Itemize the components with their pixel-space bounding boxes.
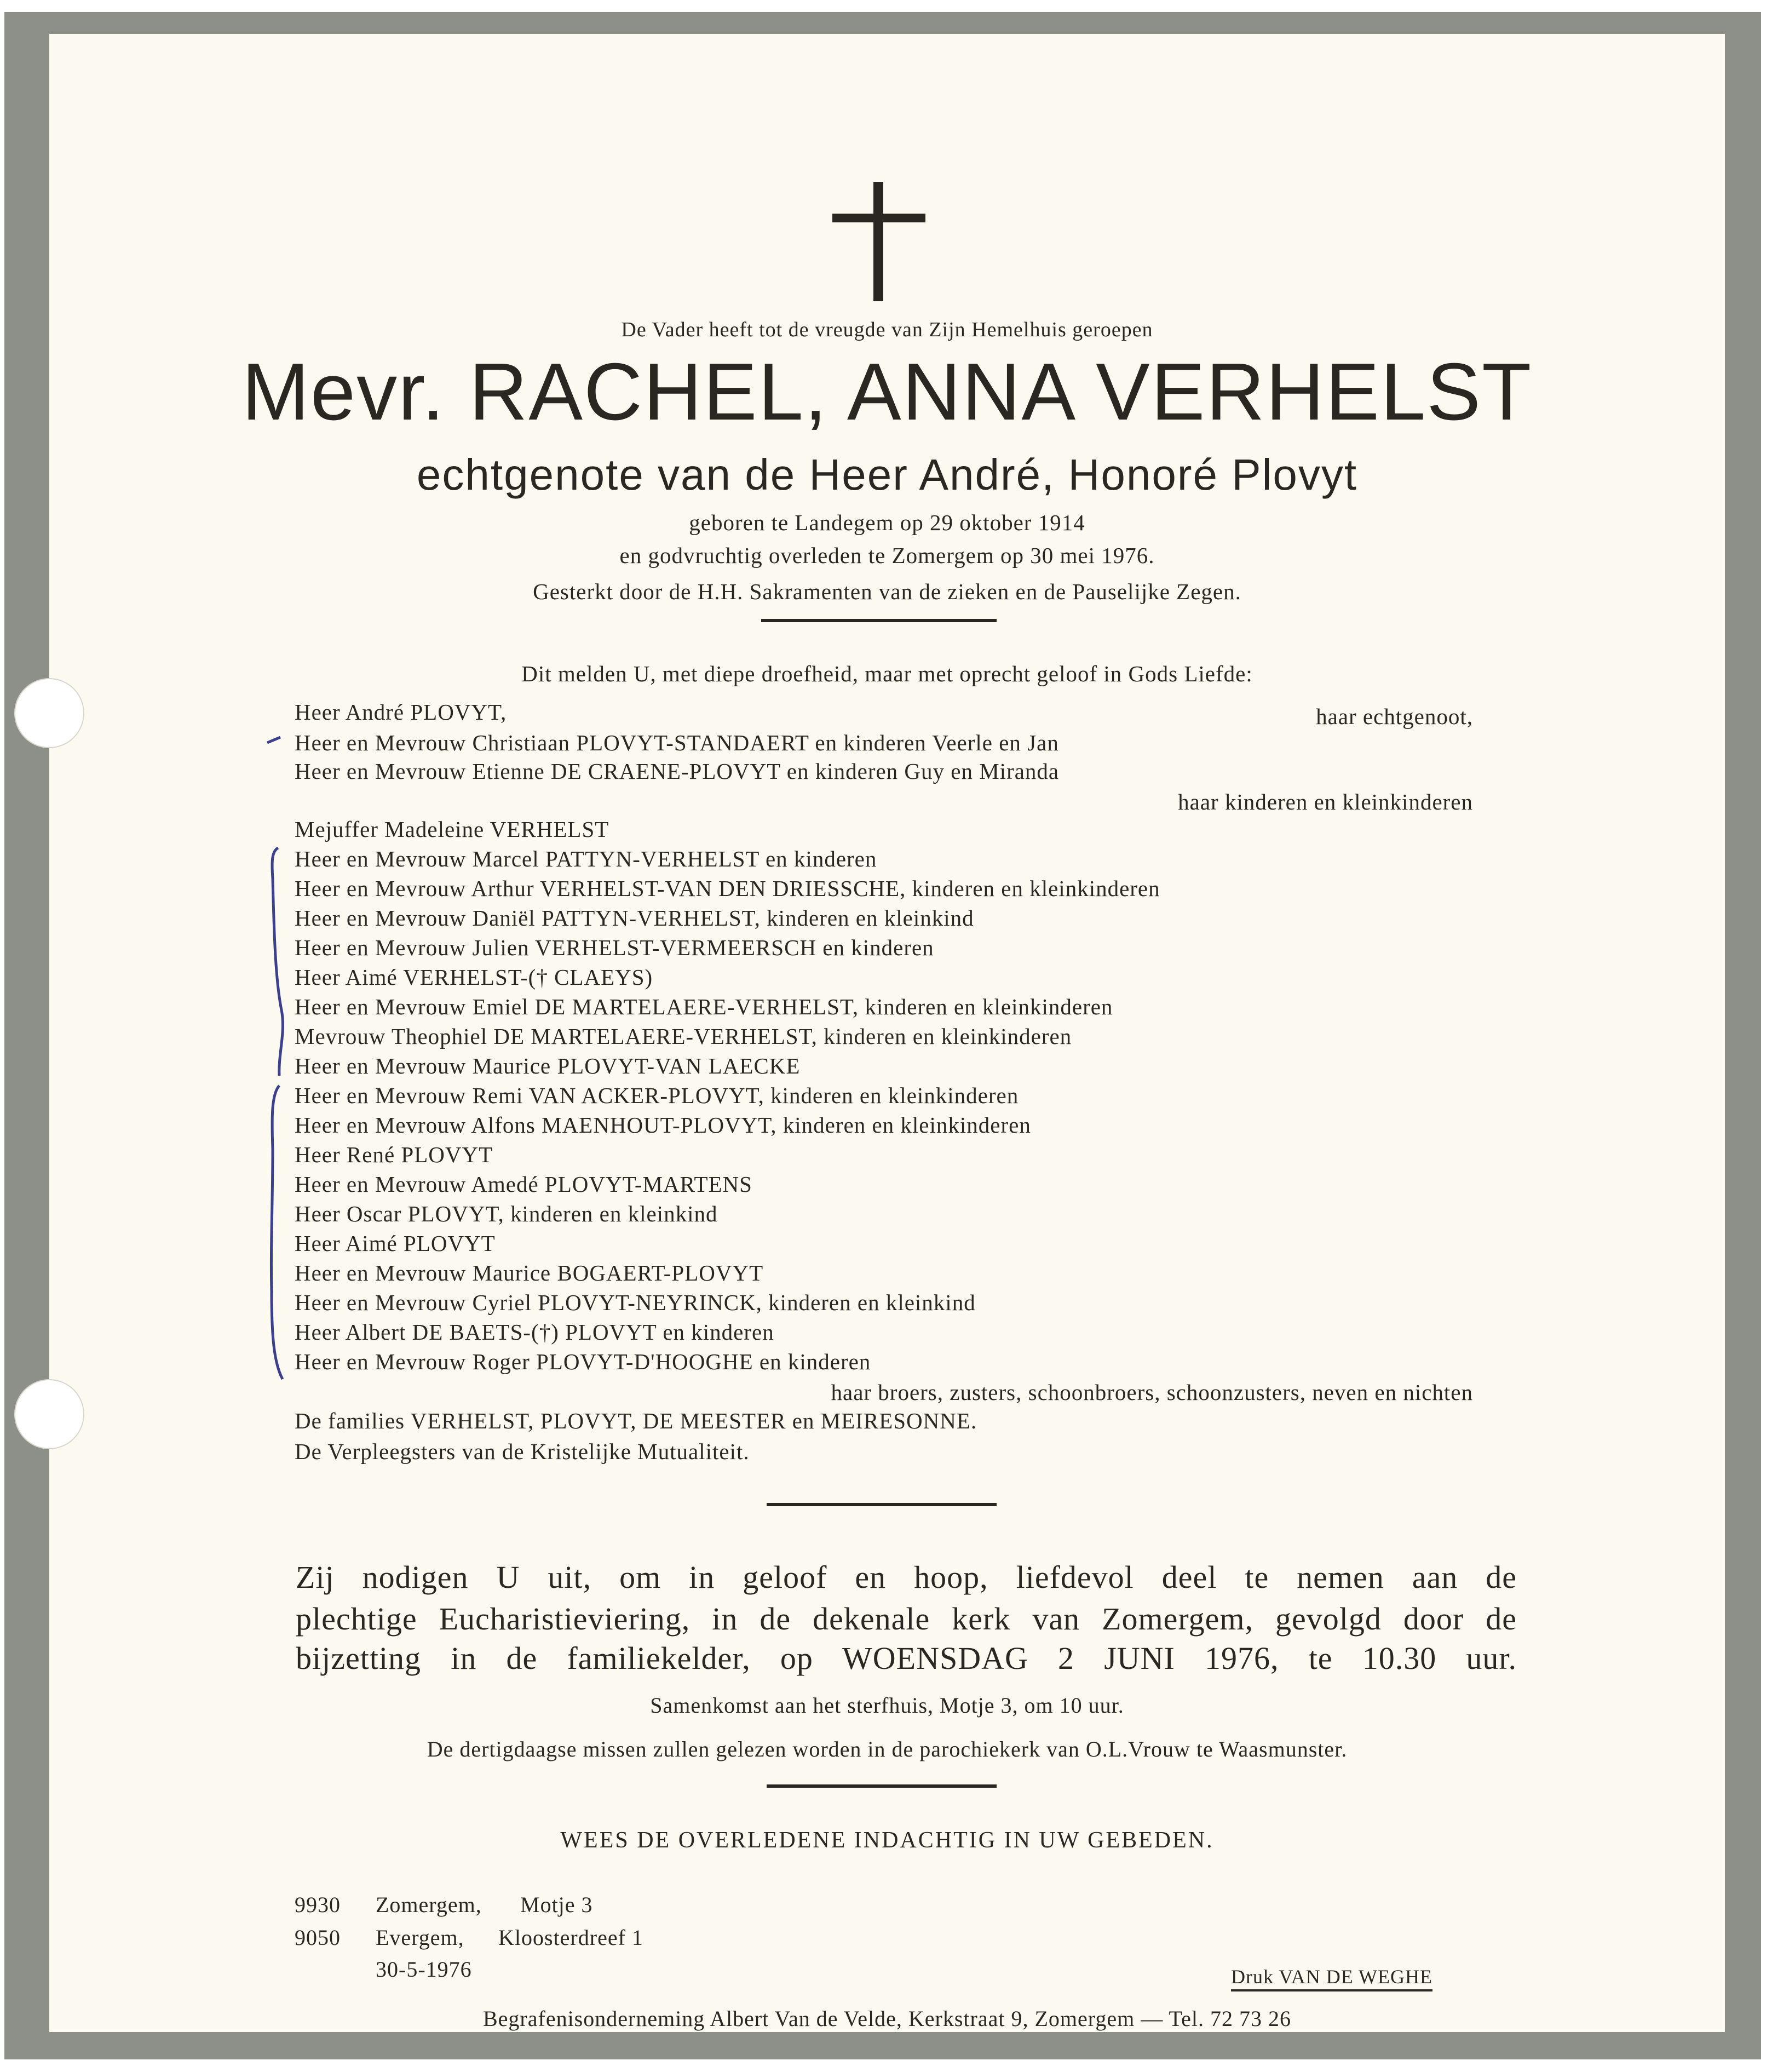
relation-siblings: haar broers, zusters, schoonbroers, schoonzusters, neven en nichten bbox=[831, 1380, 1473, 1405]
relative-line: Mejuffer Madeleine VERHELST bbox=[295, 817, 609, 842]
invitation-line: bijzetting in de familiekelder, op WOENSDAG 2 JUNI 1976, te 10.30 uur. bbox=[296, 1640, 1517, 1676]
relative-line: De Verpleegsters van de Kristelijke Mutualiteit. bbox=[295, 1439, 750, 1464]
death-line: en godvruchtig overleden te Zomergem op 30 mei 1976. bbox=[619, 543, 1155, 568]
divider-1 bbox=[761, 619, 997, 622]
spouse-line: echtgenote van de Heer André, Honoré Plovyt bbox=[416, 450, 1358, 499]
relative-line: Heer en Mevrouw Julien VERHELST-VERMEERSCH en kinderen bbox=[295, 935, 934, 960]
punch-hole-bottom bbox=[14, 1379, 84, 1449]
relative-line: Heer en Mevrouw Christiaan PLOVYT-STANDAERT en kinderen Veerle en Jan bbox=[295, 730, 1059, 755]
relative-line: Mevrouw Theophiel DE MARTELAERE-VERHELST, kinderen en kleinkinderen bbox=[295, 1024, 1072, 1049]
masses-line: De dertigdaagse missen zullen gelezen worden in de parochiekerk van O.L.Vrouw te Waasmunster. bbox=[427, 1737, 1348, 1761]
notice-date: 30-5-1976 bbox=[376, 1957, 472, 1982]
invitation-line: Zij nodigen U uit, om in geloof en hoop, liefdevol deel te nemen aan de bbox=[296, 1559, 1517, 1595]
prayer-line: WEES DE OVERLEDENE INDACHTIG IN UW GEBEDEN. bbox=[560, 1828, 1214, 1853]
address-postcode: 9050 bbox=[295, 1925, 341, 1950]
address-street: Kloosterdreef 1 bbox=[498, 1925, 643, 1950]
announcement: Dit melden U, met diepe droefheid, maar met oprecht geloof in Gods Liefde: bbox=[521, 661, 1253, 686]
relative-line: Heer en Mevrouw Arthur VERHELST-VAN DEN DRIESSCHE, kinderen en kleinkinderen bbox=[295, 876, 1160, 901]
relative-line: Heer en Mevrouw Amedé PLOVYT-MARTENS bbox=[295, 1172, 752, 1197]
death-notice-card bbox=[49, 34, 1725, 2032]
relative-line: Heer en Mevrouw Daniël PATTYN-VERHELST, kinderen en kleinkind bbox=[295, 905, 974, 931]
relative-line: Heer en Mevrouw Marcel PATTYN-VERHELST en kinderen bbox=[295, 846, 877, 871]
relative-line: Heer en Mevrouw Remi VAN ACKER-PLOVYT, kinderen en kleinkinderen bbox=[295, 1083, 1019, 1108]
relative-line: De families VERHELST, PLOVYT, DE MEESTER en MEIRESONNE. bbox=[295, 1408, 977, 1433]
address-place: Evergem, bbox=[376, 1925, 464, 1950]
divider-3 bbox=[767, 1784, 997, 1788]
relative-line: Heer en Mevrouw Cyriel PLOVYT-NEYRINCK, kinderen en kleinkind bbox=[295, 1290, 976, 1315]
pen-bracket-icon bbox=[267, 846, 289, 1081]
relation-husband: haar echtgenoot, bbox=[1316, 704, 1473, 729]
cross-icon bbox=[832, 182, 925, 301]
relative-line: Heer en Mevrouw Alfons MAENHOUT-PLOVYT, kinderen en kleinkinderen bbox=[295, 1112, 1031, 1138]
address-postcode: 9930 bbox=[295, 1892, 341, 1917]
printer-credit: Druk VAN DE WEGHE bbox=[1231, 1965, 1432, 1991]
punch-hole-top bbox=[14, 678, 84, 748]
divider-2 bbox=[767, 1503, 997, 1506]
relative-line: Heer en Mevrouw Emiel DE MARTELAERE-VERHELST, kinderen en kleinkinderen bbox=[295, 994, 1113, 1019]
relative-line: Heer Aimé PLOVYT bbox=[295, 1231, 496, 1256]
deceased-name: Mevr. RACHEL, ANNA VERHELST bbox=[241, 347, 1533, 437]
relative-line: Heer en Mevrouw Etienne DE CRAENE-PLOVYT en kinderen Guy en Miranda bbox=[295, 759, 1060, 784]
intro-text: De Vader heeft tot de vreugde van Zijn Hemelhuis geroepen bbox=[621, 318, 1153, 341]
pen-mark-icon bbox=[266, 736, 283, 744]
address-street: Motje 3 bbox=[520, 1892, 593, 1917]
relative-line: Heer René PLOVYT bbox=[295, 1142, 493, 1167]
invitation-line: plechtige Eucharistieviering, in de dekenale kerk van Zomergem, gevolgd door de bbox=[296, 1601, 1517, 1637]
address-place: Zomergem, bbox=[376, 1892, 482, 1917]
relative-line: Heer Aimé VERHELST-(† CLAEYS) bbox=[295, 965, 653, 990]
pen-bracket-icon bbox=[266, 1083, 288, 1381]
sacraments-line: Gesterkt door de H.H. Sakramenten van de zieken en de Pauselijke Zegen. bbox=[533, 579, 1241, 604]
relative-line: Heer en Mevrouw Maurice BOGAERT-PLOVYT bbox=[295, 1260, 764, 1285]
relative-line: Heer en Mevrouw Roger PLOVYT-D'HOOGHE en kinderen bbox=[295, 1349, 871, 1374]
relative-line: Heer André PLOVYT, bbox=[295, 699, 507, 725]
meeting-line: Samenkomst aan het sterfhuis, Motje 3, om 10 uur. bbox=[650, 1693, 1124, 1718]
funeral-home: Begrafenisonderneming Albert Van de Velde, Kerkstraat 9, Zomergem — Tel. 72 73 26 bbox=[482, 2006, 1292, 2031]
birth-line: geboren te Landegem op 29 oktober 1914 bbox=[689, 510, 1085, 535]
relative-line: Heer en Mevrouw Maurice PLOVYT-VAN LAECKE bbox=[295, 1053, 801, 1078]
relative-line: Heer Oscar PLOVYT, kinderen en kleinkind bbox=[295, 1201, 718, 1226]
relation-children: haar kinderen en kleinkinderen bbox=[1178, 789, 1473, 814]
relative-line: Heer Albert DE BAETS-(†) PLOVYT en kinderen bbox=[295, 1319, 774, 1345]
